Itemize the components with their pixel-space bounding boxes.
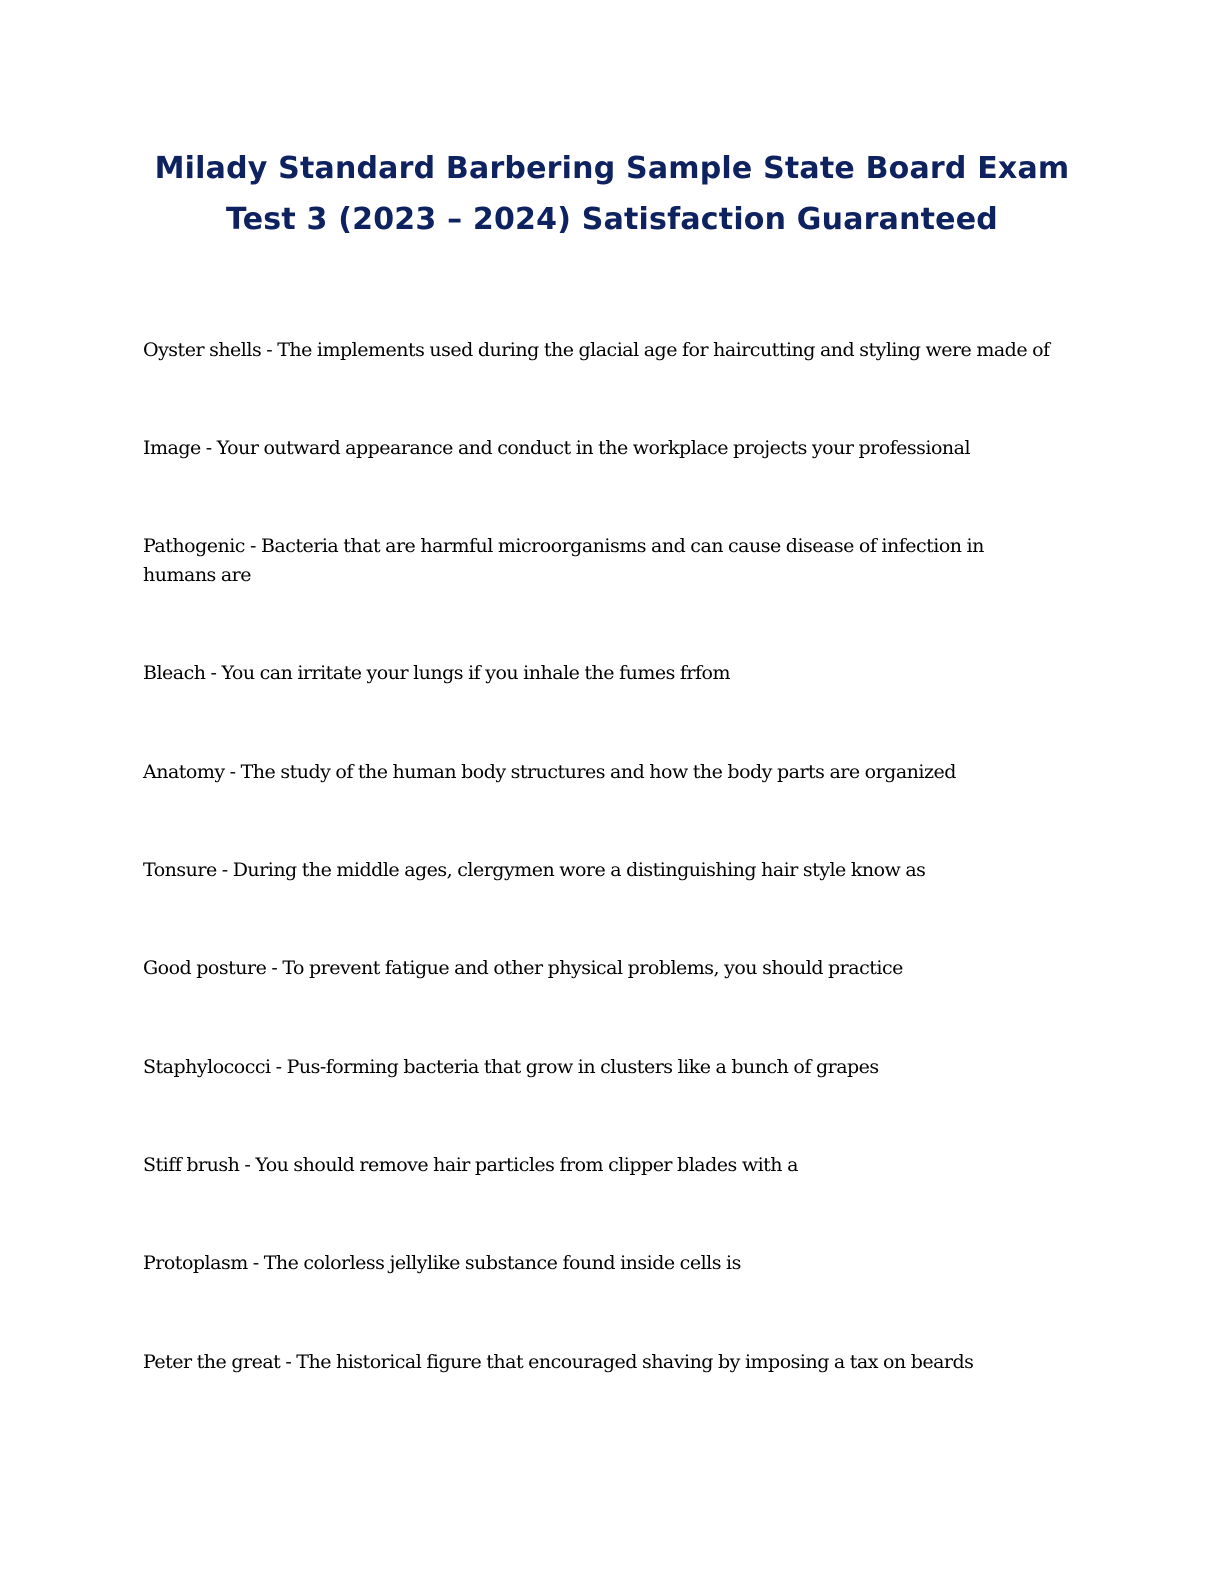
item-definition: The colorless jellylike substance found inside cells is — [263, 1252, 741, 1274]
item-term: Staphylococci - — [143, 1056, 287, 1078]
list-item — [143, 954, 1083, 983]
list-item — [143, 434, 1083, 463]
item-term: Anatomy - — [143, 761, 241, 783]
list-item — [143, 758, 1083, 787]
item-definition: The implements used during the glacial age for haircutting and styling were made of — [277, 339, 1050, 361]
item-definition: To prevent fatigue and other physical problems, you should practice — [282, 957, 903, 979]
item-term: Protoplasm - — [143, 1252, 264, 1274]
item-term: Oyster shells - — [143, 339, 277, 361]
item-definition: Pus-forming bacteria that grow in clusters like a bunch of grapes — [286, 1056, 879, 1078]
item-definition: You should remove hair particles from clipper blades with a — [255, 1154, 798, 1176]
list-item — [143, 659, 1083, 688]
document-title — [130, 143, 1094, 245]
list-item — [143, 856, 1083, 885]
item-term: Image - — [143, 437, 217, 459]
title-line-2: Test 3 (2023 – 2024) Satisfaction Guaranteed — [226, 202, 998, 237]
item-term: Good posture - — [143, 957, 282, 979]
item-term: Tonsure - — [143, 859, 233, 881]
item-term: Stiff brush - — [143, 1154, 255, 1176]
item-term: Pathogenic - — [143, 535, 261, 557]
item-definition: The historical figure that encouraged shaving by imposing a tax on beards — [296, 1351, 974, 1373]
item-definition: Bacteria that are harmful microorganisms and can cause disease of infection in humans are — [143, 535, 984, 586]
item-definition: During the middle ages, clergymen wore a distinguishing hair style know as — [232, 859, 926, 881]
list-item — [143, 1348, 1083, 1377]
item-definition: You can irritate your lungs if you inhale the fumes frfom — [221, 662, 731, 684]
title-line-1: Milady Standard Barbering Sample State Board Exam — [154, 151, 1070, 186]
list-item — [143, 532, 1003, 590]
item-definition: Your outward appearance and conduct in the workplace projects your professional — [216, 437, 971, 459]
list-item — [143, 1151, 1083, 1180]
item-definition: The study of the human body structures and how the body parts are organized — [240, 761, 956, 783]
list-item — [143, 1249, 1083, 1278]
item-term: Bleach - — [143, 662, 222, 684]
list-item — [143, 1053, 1083, 1082]
list-item — [143, 336, 1083, 365]
item-term: Peter the great - — [143, 1351, 296, 1373]
